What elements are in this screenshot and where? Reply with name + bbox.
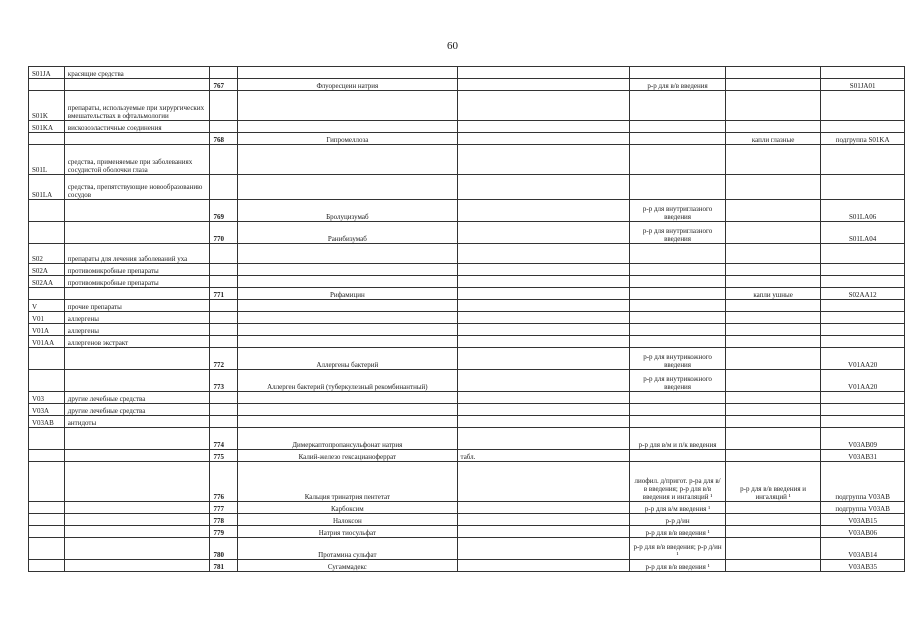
row-number-cell: 776 <box>210 462 238 502</box>
dosage-form-cell: р-р для в/м и п/к введения <box>630 428 726 450</box>
dosage-form-alt-cell <box>457 404 630 416</box>
atc-subgroup-cell <box>821 276 905 288</box>
table-row <box>29 370 905 392</box>
row-number-cell: 772 <box>210 348 238 370</box>
row-number-cell <box>210 300 238 312</box>
atc-code-cell <box>29 526 65 538</box>
dosage-form-alt-cell <box>457 560 630 572</box>
table-row <box>29 336 905 348</box>
dosage-form-alt-cell <box>457 133 630 145</box>
drug-name-cell: Карбоксим <box>238 502 457 514</box>
atc-group-name-cell: другие лечебные средства <box>64 404 210 416</box>
drug-name-cell: Аллерген бактерий (туберкулезный рекомбинантный) <box>238 370 457 392</box>
drug-name-cell <box>238 312 457 324</box>
dosage-form-extra-cell: р-р для в/в введения и ингаляций ¹ <box>725 462 820 502</box>
atc-group-name-cell: аллергенов экстракт <box>64 336 210 348</box>
atc-subgroup-cell <box>821 121 905 133</box>
table-row <box>29 222 905 244</box>
row-number-cell: 770 <box>210 222 238 244</box>
dosage-form-extra-cell <box>725 348 820 370</box>
dosage-form-extra-cell <box>725 428 820 450</box>
drug-name-cell: Ранибизумаб <box>238 222 457 244</box>
atc-code-cell: S01LA <box>29 175 65 200</box>
atc-subgroup-cell: V03AB35 <box>821 560 905 572</box>
dosage-form-extra-cell <box>725 514 820 526</box>
atc-subgroup-cell: V03AB09 <box>821 428 905 450</box>
atc-code-cell: S01L <box>29 145 65 175</box>
atc-subgroup-cell <box>821 336 905 348</box>
dosage-form-alt-cell <box>457 324 630 336</box>
dosage-form-cell <box>630 312 726 324</box>
dosage-form-alt-cell <box>457 276 630 288</box>
table-row <box>29 348 905 370</box>
dosage-form-alt-cell <box>457 67 630 79</box>
dosage-form-cell <box>630 121 726 133</box>
dosage-form-extra-cell <box>725 276 820 288</box>
atc-group-name-cell: препараты для лечения заболеваний уха <box>64 244 210 264</box>
drug-name-cell <box>238 392 457 404</box>
atc-code-cell: V03AB <box>29 416 65 428</box>
table-row <box>29 91 905 121</box>
atc-code-cell <box>29 200 65 222</box>
atc-group-name-cell <box>64 526 210 538</box>
dosage-form-cell <box>630 404 726 416</box>
row-number-cell <box>210 324 238 336</box>
dosage-form-cell: р-р д/ин <box>630 514 726 526</box>
dosage-form-alt-cell <box>457 300 630 312</box>
atc-subgroup-cell: S02AA12 <box>821 288 905 300</box>
drug-name-cell <box>238 264 457 276</box>
dosage-form-extra-cell <box>725 538 820 560</box>
dosage-form-extra-cell <box>725 560 820 572</box>
drug-name-cell: Налоксон <box>238 514 457 526</box>
row-number-cell: 779 <box>210 526 238 538</box>
drug-name-cell: Димеркаптопропансульфонат натрия <box>238 428 457 450</box>
dosage-form-alt-cell <box>457 244 630 264</box>
table-row <box>29 67 905 79</box>
dosage-form-cell <box>630 392 726 404</box>
table-row <box>29 200 905 222</box>
atc-code-cell: S02 <box>29 244 65 264</box>
dosage-form-alt-cell <box>457 145 630 175</box>
drug-name-cell: Калий-железо гексацианоферрат <box>238 450 457 462</box>
atc-subgroup-cell <box>821 244 905 264</box>
atc-code-cell <box>29 514 65 526</box>
atc-group-name-cell: препараты, используемые при хирургических вмешательствах в офтальмологии <box>64 91 210 121</box>
atc-subgroup-cell <box>821 264 905 276</box>
page-number: 60 <box>447 40 458 52</box>
table-row <box>29 560 905 572</box>
atc-group-name-cell <box>64 288 210 300</box>
drug-name-cell <box>238 121 457 133</box>
atc-code-cell <box>29 348 65 370</box>
table-row <box>29 416 905 428</box>
dosage-form-cell <box>630 145 726 175</box>
dosage-form-alt-cell <box>457 336 630 348</box>
atc-code-cell: V01AA <box>29 336 65 348</box>
atc-subgroup-cell <box>821 324 905 336</box>
row-number-cell: 775 <box>210 450 238 462</box>
drug-name-cell <box>238 91 457 121</box>
dosage-form-extra-cell: капли ушные <box>725 288 820 300</box>
atc-code-cell: S01KA <box>29 121 65 133</box>
atc-group-name-cell: вискозоэластичные соединения <box>64 121 210 133</box>
atc-subgroup-cell: подгруппа V03AB <box>821 502 905 514</box>
atc-code-cell <box>29 450 65 462</box>
atc-code-cell: S02AA <box>29 276 65 288</box>
drug-name-cell <box>238 244 457 264</box>
atc-subgroup-cell <box>821 416 905 428</box>
dosage-form-cell <box>630 244 726 264</box>
dosage-form-extra-cell <box>725 175 820 200</box>
row-number-cell: 767 <box>210 79 238 91</box>
dosage-form-alt-cell <box>457 121 630 133</box>
atc-group-name-cell <box>64 560 210 572</box>
table-row <box>29 526 905 538</box>
dosage-form-extra-cell <box>725 324 820 336</box>
dosage-form-cell: р-р для внутрикожного введения <box>630 348 726 370</box>
dosage-form-cell: р-р для внутриглазного введения <box>630 222 726 244</box>
dosage-form-extra-cell <box>725 370 820 392</box>
table-row <box>29 312 905 324</box>
row-number-cell: 773 <box>210 370 238 392</box>
atc-subgroup-cell <box>821 91 905 121</box>
table-row <box>29 392 905 404</box>
atc-subgroup-cell <box>821 145 905 175</box>
atc-code-cell <box>29 370 65 392</box>
dosage-form-cell <box>630 324 726 336</box>
dosage-form-extra-cell <box>725 336 820 348</box>
dosage-form-extra-cell <box>725 264 820 276</box>
table-row <box>29 514 905 526</box>
atc-group-name-cell: средства, применяемые при заболеваниях сосудистой оболочки глаза <box>64 145 210 175</box>
table-row <box>29 133 905 145</box>
dosage-form-extra-cell <box>725 121 820 133</box>
atc-code-cell: V01 <box>29 312 65 324</box>
atc-subgroup-cell: V03AB15 <box>821 514 905 526</box>
dosage-form-cell <box>630 416 726 428</box>
atc-code-cell: S01K <box>29 91 65 121</box>
dosage-form-extra-cell <box>725 79 820 91</box>
dosage-form-extra-cell <box>725 300 820 312</box>
atc-group-name-cell: прочие препараты <box>64 300 210 312</box>
atc-code-cell <box>29 462 65 502</box>
table-row <box>29 538 905 560</box>
table-row <box>29 502 905 514</box>
atc-subgroup-cell: S01JA01 <box>821 79 905 91</box>
dosage-form-extra-cell <box>725 526 820 538</box>
dosage-form-alt-cell <box>457 288 630 300</box>
dosage-form-extra-cell <box>725 404 820 416</box>
dosage-form-alt-cell: табл. <box>457 450 630 462</box>
atc-subgroup-cell: V01AA20 <box>821 348 905 370</box>
dosage-form-extra-cell <box>725 67 820 79</box>
dosage-form-cell <box>630 300 726 312</box>
atc-code-cell: S02A <box>29 264 65 276</box>
atc-subgroup-cell: V03AB31 <box>821 450 905 462</box>
row-number-cell <box>210 121 238 133</box>
dosage-form-extra-cell <box>725 392 820 404</box>
atc-code-cell: V01A <box>29 324 65 336</box>
atc-group-name-cell <box>64 514 210 526</box>
atc-group-name-cell: средства, препятствующие новообразованию сосудов <box>64 175 210 200</box>
dosage-form-cell <box>630 276 726 288</box>
dosage-form-extra-cell <box>725 200 820 222</box>
row-number-cell: 781 <box>210 560 238 572</box>
dosage-form-alt-cell <box>457 392 630 404</box>
atc-group-name-cell <box>64 200 210 222</box>
dosage-form-alt-cell <box>457 462 630 502</box>
atc-subgroup-cell: S01LA06 <box>821 200 905 222</box>
atc-code-cell: V <box>29 300 65 312</box>
atc-subgroup-cell: V03AB14 <box>821 538 905 560</box>
row-number-cell <box>210 264 238 276</box>
drug-name-cell <box>238 175 457 200</box>
dosage-form-cell: р-р для в/м введения ¹ <box>630 502 726 514</box>
drug-name-cell: Протамина сульфат <box>238 538 457 560</box>
row-number-cell: 774 <box>210 428 238 450</box>
atc-code-cell <box>29 288 65 300</box>
dosage-form-cell: р-р для в/в введения ¹ <box>630 526 726 538</box>
table-row <box>29 404 905 416</box>
atc-group-name-cell: антидоты <box>64 416 210 428</box>
atc-code-cell <box>29 560 65 572</box>
atc-subgroup-cell: подгруппа S01KA <box>821 133 905 145</box>
dosage-form-cell: р-р для в/в введения <box>630 79 726 91</box>
dosage-form-cell: р-р для внутриглазного введения <box>630 200 726 222</box>
atc-subgroup-cell <box>821 300 905 312</box>
dosage-form-alt-cell <box>457 514 630 526</box>
atc-group-name-cell <box>64 370 210 392</box>
dosage-form-extra-cell <box>725 450 820 462</box>
dosage-form-cell <box>630 133 726 145</box>
dosage-form-cell <box>630 336 726 348</box>
drug-name-cell: Натрия тиосульфат <box>238 526 457 538</box>
dosage-form-extra-cell: капли глазные <box>725 133 820 145</box>
row-number-cell <box>210 336 238 348</box>
drug-name-cell <box>238 416 457 428</box>
drug-name-cell: Рифамицин <box>238 288 457 300</box>
dosage-form-cell: р-р для в/в введения; р-р д/ин ¹ <box>630 538 726 560</box>
atc-group-name-cell <box>64 450 210 462</box>
atc-group-name-cell: аллергены <box>64 312 210 324</box>
atc-group-name-cell: аллергены <box>64 324 210 336</box>
atc-subgroup-cell: V01AA20 <box>821 370 905 392</box>
dosage-form-cell: р-р для внутрикожного введения <box>630 370 726 392</box>
drug-name-cell: Гипромеллоза <box>238 133 457 145</box>
dosage-form-extra-cell <box>725 502 820 514</box>
dosage-form-cell: р-р для в/в введения ¹ <box>630 560 726 572</box>
atc-group-name-cell: противомикробные препараты <box>64 264 210 276</box>
atc-code-cell <box>29 502 65 514</box>
table-row <box>29 145 905 175</box>
dosage-form-alt-cell <box>457 370 630 392</box>
dosage-form-cell <box>630 67 726 79</box>
table-row <box>29 450 905 462</box>
table-row <box>29 264 905 276</box>
dosage-form-alt-cell <box>457 200 630 222</box>
atc-group-name-cell <box>64 538 210 560</box>
row-number-cell <box>210 145 238 175</box>
dosage-form-alt-cell <box>457 538 630 560</box>
atc-subgroup-cell: S01LA04 <box>821 222 905 244</box>
dosage-form-alt-cell <box>457 526 630 538</box>
dosage-form-extra-cell <box>725 145 820 175</box>
row-number-cell <box>210 416 238 428</box>
dosage-form-alt-cell <box>457 264 630 276</box>
drug-name-cell <box>238 276 457 288</box>
atc-group-name-cell: красящие средства <box>64 67 210 79</box>
atc-group-name-cell <box>64 462 210 502</box>
atc-code-cell <box>29 133 65 145</box>
dosage-form-cell: лиофил. д/пригот. р-ра для в/в введения; р-р для в/в введения и ингаляций ¹ <box>630 462 726 502</box>
drug-list-table <box>28 66 905 572</box>
table-row <box>29 324 905 336</box>
atc-subgroup-cell <box>821 312 905 324</box>
row-number-cell <box>210 312 238 324</box>
dosage-form-cell <box>630 264 726 276</box>
drug-name-cell <box>238 145 457 175</box>
table-row <box>29 79 905 91</box>
row-number-cell: 780 <box>210 538 238 560</box>
drug-name-cell <box>238 324 457 336</box>
drug-name-cell <box>238 404 457 416</box>
dosage-form-alt-cell <box>457 312 630 324</box>
row-number-cell: 771 <box>210 288 238 300</box>
drug-name-cell <box>238 67 457 79</box>
drug-name-cell: Кальция тринатрия пентетат <box>238 462 457 502</box>
row-number-cell <box>210 67 238 79</box>
table-row <box>29 276 905 288</box>
drug-name-cell: Бролуцизумаб <box>238 200 457 222</box>
row-number-cell <box>210 175 238 200</box>
atc-group-name-cell <box>64 502 210 514</box>
dosage-form-extra-cell <box>725 222 820 244</box>
atc-code-cell <box>29 428 65 450</box>
table-row <box>29 462 905 502</box>
table-row <box>29 121 905 133</box>
atc-subgroup-cell <box>821 67 905 79</box>
table-row <box>29 288 905 300</box>
dosage-form-alt-cell <box>457 91 630 121</box>
atc-subgroup-cell <box>821 392 905 404</box>
drug-name-cell: Сугаммадекс <box>238 560 457 572</box>
table-row <box>29 300 905 312</box>
atc-subgroup-cell <box>821 404 905 416</box>
row-number-cell <box>210 276 238 288</box>
atc-group-name-cell: противомикробные препараты <box>64 276 210 288</box>
atc-group-name-cell <box>64 222 210 244</box>
dosage-form-alt-cell <box>457 416 630 428</box>
row-number-cell: 768 <box>210 133 238 145</box>
drug-name-cell: Флуоресцеин натрия <box>238 79 457 91</box>
dosage-form-cell <box>630 450 726 462</box>
drug-name-cell <box>238 336 457 348</box>
dosage-form-alt-cell <box>457 348 630 370</box>
atc-code-cell <box>29 79 65 91</box>
atc-group-name-cell: другие лечебные средства <box>64 392 210 404</box>
row-number-cell: 777 <box>210 502 238 514</box>
dosage-form-alt-cell <box>457 175 630 200</box>
dosage-form-extra-cell <box>725 244 820 264</box>
dosage-form-extra-cell <box>725 312 820 324</box>
atc-code-cell: V03 <box>29 392 65 404</box>
dosage-form-extra-cell <box>725 91 820 121</box>
drug-name-cell <box>238 300 457 312</box>
dosage-form-alt-cell <box>457 79 630 91</box>
table-row <box>29 175 905 200</box>
atc-group-name-cell <box>64 428 210 450</box>
atc-subgroup-cell <box>821 175 905 200</box>
dosage-form-alt-cell <box>457 428 630 450</box>
dosage-form-alt-cell <box>457 222 630 244</box>
dosage-form-cell <box>630 175 726 200</box>
table-row <box>29 244 905 264</box>
dosage-form-extra-cell <box>725 416 820 428</box>
atc-group-name-cell <box>64 79 210 91</box>
atc-code-cell: S01JA <box>29 67 65 79</box>
row-number-cell <box>210 244 238 264</box>
atc-group-name-cell <box>64 348 210 370</box>
atc-code-cell <box>29 222 65 244</box>
table-row <box>29 428 905 450</box>
row-number-cell <box>210 404 238 416</box>
dosage-form-alt-cell <box>457 502 630 514</box>
atc-subgroup-cell: подгруппа V03AB <box>821 462 905 502</box>
drug-name-cell: Аллергены бактерий <box>238 348 457 370</box>
atc-group-name-cell <box>64 133 210 145</box>
row-number-cell <box>210 392 238 404</box>
atc-code-cell: V03A <box>29 404 65 416</box>
row-number-cell <box>210 91 238 121</box>
atc-code-cell <box>29 538 65 560</box>
row-number-cell: 769 <box>210 200 238 222</box>
row-number-cell: 778 <box>210 514 238 526</box>
dosage-form-cell <box>630 91 726 121</box>
dosage-form-cell <box>630 288 726 300</box>
atc-subgroup-cell: V03AB06 <box>821 526 905 538</box>
